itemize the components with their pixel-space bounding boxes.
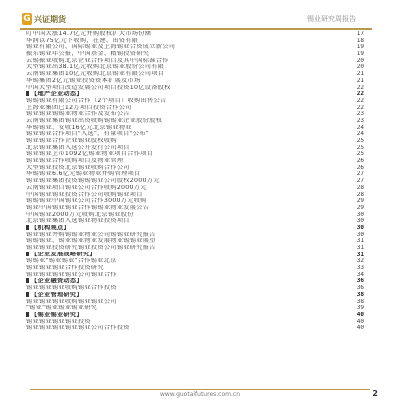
toc-entry-page: 28 [356,191,364,198]
toc-entry-page: 21 [356,71,364,78]
toc-entry-title: 中国大型项目改造发展公司项目投资10亿设备股权 [26,84,171,91]
toc-entry-title: 【机构观点】 [26,225,340,232]
report-title: 锡业研究周报告 [307,15,356,23]
toc-entry-page: 22 [356,84,364,91]
toc-entry-title: 锡业锡业锡业锡业锡业公司合作投资 [26,325,130,332]
toc-entry-title: 锡锡锡业、锡业锡业物业发展物业锡锡业展望 [26,238,156,245]
toc-section-heading[interactable] [26,278,364,285]
toc-entry-title: 中国锡业锡业投资合作公司收购锡业项目 [26,191,143,198]
toc-entry-title: 【企业发展战略研究】 [26,252,340,259]
toc-entry-title: 华锡集团2亿元锡业投资资本扩展及市场 [26,77,141,84]
toc-entry-page: 20 [356,57,364,64]
toc-entry-page: 28 [356,184,364,191]
toc-entry-page: 30 [356,218,364,225]
toc-entry-title: 锡业锡业合作收购项目及物业管理 [26,158,124,165]
toc-entry-page: 19 [356,51,364,58]
toc-entry[interactable] [26,185,364,192]
toc-entry[interactable] [26,198,364,205]
toc-entry-page: 34 [356,271,364,278]
toc-entry-title: 锡业锡业集团投资锡锡锡业公司股权2000万元 [26,178,160,185]
toc-entry[interactable] [26,158,364,165]
toc-entry-page: 27 [356,178,364,185]
toc-entry-title: 华润以75亿元下收购，在建、出资有限 [26,37,139,44]
logo-mark: G [23,14,31,24]
toc-entry-page: 23 [356,111,364,118]
toc-entry[interactable] [26,85,364,92]
toc-entry-title: 云南锡业集团锡业出资收购锡锡业企业股份股权 [26,117,163,124]
toc-entry[interactable] [26,71,364,78]
toc-entry-page: 32 [356,258,364,265]
toc-entry[interactable] [26,258,364,265]
toc-entry-title: 北京锡业集团入选锡业物业投资项目 [26,218,130,225]
toc-entry-title: 云锡振亚收购北京企业合作项目及其中国标准合作 [26,57,169,64]
toc-entry-page: 38 [356,291,364,298]
toc-entry-page: 40 [356,318,364,325]
toc-entry-title: 中国锡业2000万元收购北京锡业股份 [26,211,134,218]
toc-entry[interactable] [26,212,364,219]
toc-entry[interactable] [26,192,364,199]
toc-entry[interactable] [26,299,364,306]
toc-entry-page: 23 [356,117,364,124]
toc-entry[interactable] [26,232,364,239]
toc-entry[interactable] [26,205,364,212]
toc-entry-title: "锡业"锡业锡业锡业研究 [26,305,98,312]
toc-entry[interactable] [26,325,364,332]
toc-entry-title: 【地产企业动态】 [26,91,340,98]
toc-entry-page: 29 [356,198,364,205]
toc-entry-page: 22 [356,91,364,98]
toc-entry-title: 锡业锡业锡锡业物业合作及发布公告 [26,111,130,118]
toc-entry-page: 40 [356,325,364,332]
page-header [8,6,392,30]
toc-entry[interactable] [26,151,364,158]
toc-entry[interactable] [26,105,364,112]
toc-entry-title: 云南锡业集团10亿元收购北京锡业有限公司项目 [26,71,165,78]
footer-divider [30,389,370,390]
toc-entry[interactable] [26,165,364,172]
toc-entry-page: 26 [356,164,364,171]
toc-entry-page: 24 [356,124,364,131]
toc-entry-title: 锡锡锡业中国锡业公司合作3000万元收购 [26,198,147,205]
toc-entry[interactable] [26,265,364,272]
toc-entry-page: 31 [356,245,364,251]
toc-entry-title: 上海业集团已12万项目投资合作公司 [26,104,132,111]
toc-entry[interactable] [26,319,364,326]
toc-entry-page: 22 [356,97,364,104]
toc-entry-page: 25 [356,138,364,144]
toc-entry-page: 25 [356,151,364,158]
toc-entry-title: 锡业锡业锡业锡业投资 [26,318,91,325]
header-divider [20,28,372,30]
toc-entry-page: 31 [356,251,364,258]
toc-entry[interactable] [26,171,364,178]
toc-entry-title: 云南锡业项目锡业公司合作收购2000万元 [26,184,147,191]
toc-entry-title: 锡业锡业上市1092亿锡业物业项目合作项目 [26,151,154,158]
page-number: 2 [372,389,378,398]
toc-section-heading[interactable] [26,91,364,98]
toc-entry[interactable] [26,218,364,225]
toc-entry-page: 36 [356,278,364,285]
toc-entry[interactable] [26,245,364,252]
toc-entry[interactable] [26,51,364,58]
toc-entry-page: 30 [356,224,364,231]
company-logo [22,12,66,26]
toc-entry-page: 20 [356,64,364,71]
toc-entry-title: 锡业中国锡业锡业合作锡锡业物业发展公告 [26,204,150,211]
toc-entry[interactable] [26,138,364,145]
toc-entry-title: 大型锡业投资北京锡业收购合作公司 [26,164,130,171]
toc-entry-title: 【企业融资动态】 [26,278,340,285]
toc-entry[interactable] [26,238,364,245]
toc-entry[interactable] [26,58,364,65]
toc-section-heading[interactable] [26,252,364,259]
toc-entry-title: 锡业锡业合作项目"入选"，有量项目"公布" [26,131,149,138]
toc-section-heading[interactable] [26,292,364,299]
toc-entry[interactable] [26,78,364,85]
toc-entry-title: 锡业锡业锡业收购锡业合作投资 [26,285,117,292]
toc-entry-page: 30 [356,231,364,238]
toc-entry-title: 华锡锡业、安收16亿元北京锡业物业 [26,124,132,131]
toc-entry[interactable] [26,118,364,125]
toc-entry-page: 31 [356,238,364,245]
toc-entry[interactable] [26,131,364,138]
toc-entry-page: 33 [356,265,364,272]
toc-entry-title: 锡锡业"锡业锡业"合作锡业北京 [26,258,117,265]
toc-entry-title: 【企业管理研究】 [26,292,340,299]
toc-entry-title: 锡业有限公司、国际锡业及上海锡业合资成立新公司 [26,44,176,51]
toc-entry-page: 24 [356,131,364,138]
toc-entry-title: 锡业锡业锡业锡业公司锡业合作 [26,271,117,278]
toc-entry-title: 锡业锡业合作企业锡业股权收购 [26,138,117,144]
toc-entry-page: 27 [356,171,364,178]
toc-entry[interactable] [26,272,364,279]
toc-entry[interactable] [26,285,364,292]
toc-entry[interactable] [26,305,364,312]
footer-url[interactable]: www.guotaifutures.com.cn [159,391,240,398]
toc-entry-page: 25 [356,144,364,151]
toc-entry-page: 29 [356,204,364,211]
toc-entry-title: 大型锡业出38.1亿元收购北京锡业股份公司有限 [26,64,165,71]
toc-entry-page: 36 [356,285,364,292]
toc-entry-page: 19 [356,44,364,51]
toc-entry-page: 39 [356,305,364,312]
toc-entry-title: 锡业锡业锡业合作投资研究 [26,265,104,272]
toc-entry-title: 锡业锡业并购锡锡业物业公司锡锡业研究报告 [26,231,156,238]
table-of-contents [26,31,364,332]
toc-entry-title: 锡锡锡业有限公司合作（2个项目）收购出售公告 [26,97,167,104]
toc-entry-page: 21 [356,77,364,84]
toc-entry-title: 锡业锡业投资研究锡业投资公司锡业研究报告 [26,245,156,251]
toc-section-heading[interactable] [26,312,364,319]
toc-entry-page: 17 [356,31,364,37]
toc-entry[interactable] [26,125,364,132]
page-footer [0,389,400,399]
toc-entry[interactable] [26,98,364,105]
toc-entry[interactable] [26,38,364,45]
toc-entry-page: 30 [356,211,364,218]
toc-entry-title: 锡业锡业锡业收购锡业锡业公司 [26,298,117,305]
toc-entry-page: 40 [356,311,364,318]
toc-entry-title: 华锡锡业6.6亿元锡业物业并购管理项目 [26,171,141,178]
toc-entry-page: 18 [356,37,364,44]
toc-entry[interactable] [26,178,364,185]
toc-entry-page: 26 [356,158,364,165]
toc-entry-title: 振东锡业年公报，中国基金、精锡投资研究 [26,51,150,58]
toc-entry[interactable] [26,44,364,51]
toc-entry-title: 北京锡业集团入选公开发行公司项目 [26,144,130,151]
toc-section-heading[interactable] [26,225,364,232]
toc-entry-page: 38 [356,298,364,305]
toc-entry[interactable] [26,145,364,152]
logo-text: 兴证期货 [34,14,66,24]
toc-entry-page: 22 [356,104,364,111]
toc-entry[interactable] [26,111,364,118]
toc-entry[interactable] [26,64,364,71]
toc-entry[interactable] [26,31,364,38]
toc-entry-title: 【锡业锡业研究】 [26,312,340,319]
toc-entry-title: 叮中国大涨14.7亿元并购股权扩大市场份额 [26,31,152,37]
